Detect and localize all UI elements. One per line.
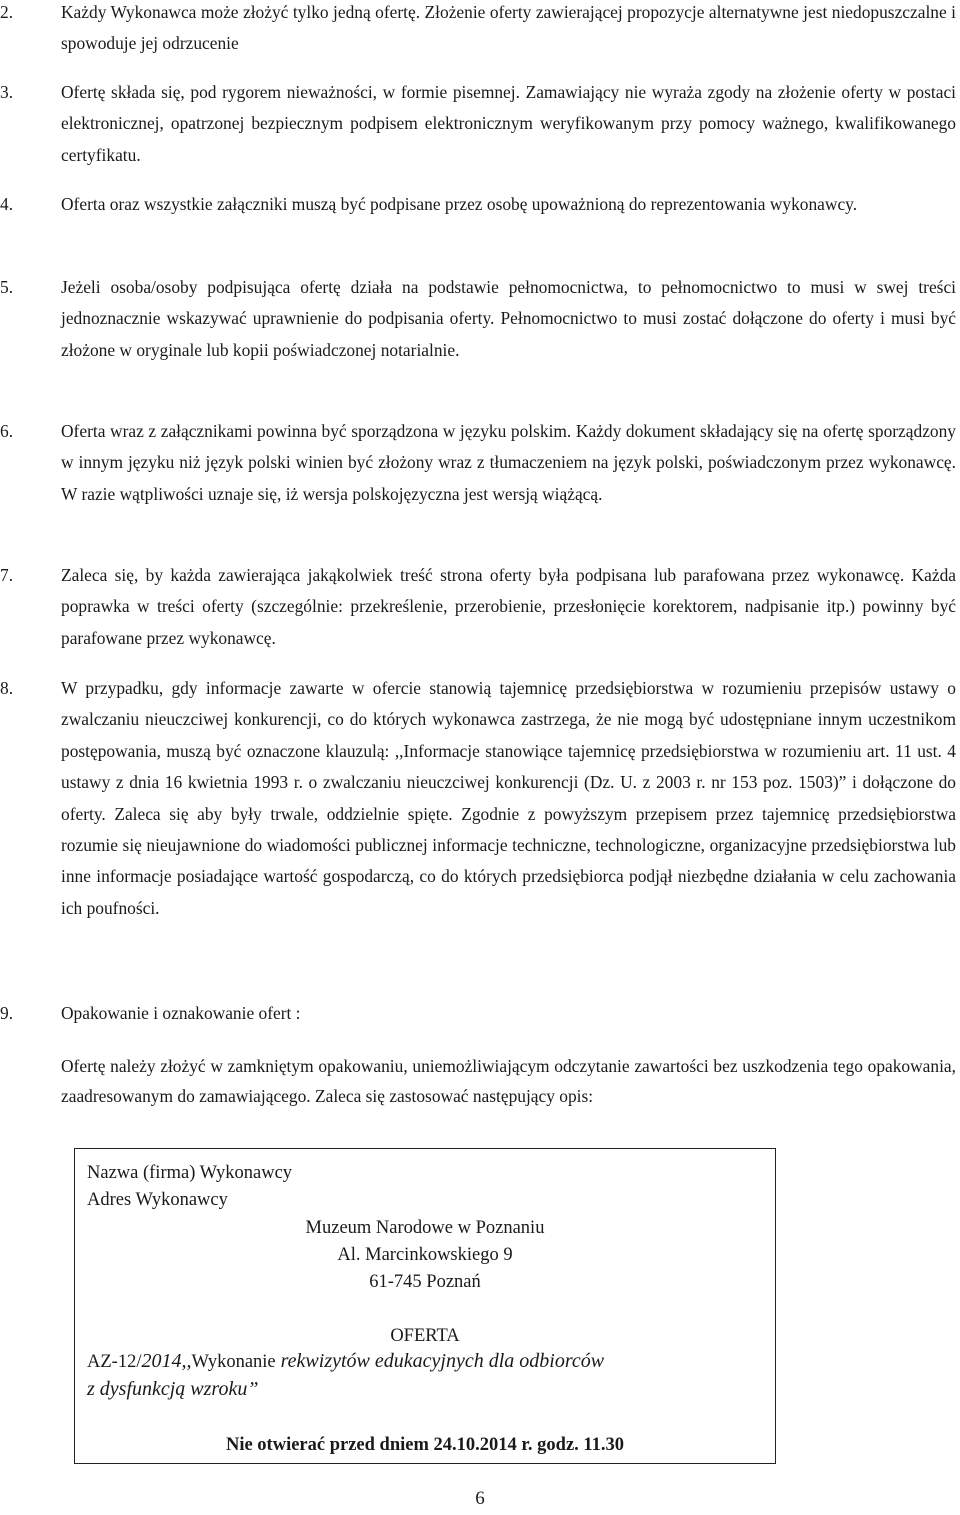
item-text: W przypadku, gdy informacje zawarte w ofercie stanowią tajemnicę przedsiębiorstwa w rozumieniu przepisów ustawy o zwalczaniu nieuczciwej konkurencji, co do których wykonawca zastrzega, że nie mogą być udostępniane innym uczestnikom postępowania, muszą być oznaczone klauzulą: ,,Informacje stanowiące tajemnicę przedsiębiorstwa w rozumieniu art. 11 ust. 4 ustawy z dnia 16 kwietnia 1993 r. o zwalczaniu nieuczciwej konkurencji (Dz. U. z 2003 r. nr 153 poz. 1503)” i dołączone do oferty. Zaleca się aby były trwale, oddzielnie spięte. Zgodnie z powyższym przepisem przez tajemnicę przedsiębiorstwa rozumie się nieujawnione do wiadomości publicznej informacje techniczne, technologiczne, organizacyjne przedsiębiorstwa lub inne informacje posiadające wartość gospodarczą, co do których przedsiębiorca podjął niezbędne działania w celu zachowania ich poufności. <box>61 678 956 918</box>
ref-title-line2: z dysfunkcją wzroku” <box>87 1378 259 1400</box>
item-2 <box>0 0 956 60</box>
offer-label: OFERTA <box>390 1326 460 1346</box>
recipient-city: 61-745 Poznań <box>369 1272 481 1292</box>
ref-quote: ,, <box>181 1350 192 1372</box>
ref-wykonanie: Wykonanie <box>191 1352 276 1372</box>
item-number: 6. <box>0 421 14 441</box>
item-4 <box>0 189 956 220</box>
item-number: 5. <box>0 277 14 297</box>
item-8 <box>0 673 956 924</box>
item-number: 7. <box>0 565 14 585</box>
recipient-name: Muzeum Narodowe w Poznaniu <box>305 1218 545 1238</box>
offer-reference <box>87 1350 604 1373</box>
ref-year: 2014 <box>141 1350 182 1372</box>
item-6 <box>0 416 956 510</box>
item-number: 9. <box>0 1003 14 1023</box>
item-3 <box>0 77 956 171</box>
contractor-address: Adres Wykonawcy <box>87 1190 228 1210</box>
item-text: Oferta oraz wszystkie załączniki muszą być podpisane przez osobę upoważnioną do reprezentowania wykonawcy. <box>61 194 858 214</box>
item-number: 4. <box>0 194 14 214</box>
item-text: Jeżeli osoba/osoby podpisująca ofertę działa na podstawie pełnomocnictwa, to pełnomocnictwo to musi w swej treści jednoznacznie wskazywać uprawnienie do podpisania oferty. Pełnomocnictwo to musi zostać dołączone do oferty i musi być złożone w oryginale lub kopii poświadczonej notarialnie. <box>61 277 956 360</box>
page-number: 6 <box>475 1488 485 1509</box>
ref-title-line1: rekwizytów edukacyjnych dla odbiorców <box>275 1350 605 1372</box>
do-not-open-notice: Nie otwierać przed dniem 24.10.2014 r. godz. 11.30 <box>225 1435 625 1455</box>
envelope-label-box <box>74 1148 776 1464</box>
contractor-name: Nazwa (firma) Wykonawcy <box>87 1163 293 1183</box>
item-number: 8. <box>0 678 14 698</box>
packaging-paragraph: Ofertę należy złożyć w zamkniętym opakowaniu, uniemożliwiającym odczytanie zawartości bez uszkodzenia tego opakowania, zaadresowanym do zamawiającego. Zaleca się zastosować następujący opis: <box>61 1056 956 1106</box>
item-number: 3. <box>0 82 14 102</box>
item-5 <box>0 272 956 366</box>
item-text: Oferta wraz z załącznikami powinna być sporządzona w języku polskim. Każdy dokument składający się na ofertę sporządzony w innym języku niż język polski winien być złożony wraz z tłumaczeniem na język polski, poświadczonym przez wykonawcę. W razie wątpliwości uznaje się, iż wersja polskojęzyczna jest wersją wiążącą. <box>61 421 956 504</box>
item-9 <box>0 998 956 1029</box>
ref-prefix: AZ-12/ <box>87 1352 142 1372</box>
item-text: Każdy Wykonawca może złożyć tylko jedną ofertę. Złożenie oferty zawierającej propozycje alternatywne jest niedopuszczalne i spowoduje jej odrzucenie <box>61 2 956 54</box>
item-text: Zaleca się, by każda zawierająca jakąkolwiek treść strona oferty była podpisana lub parafowana przez wykonawcę. Każda poprawka w treści oferty (szczególnie: przekreślenie, przerobienie, przesłonięcie korektorem, nadpisanie itp.) powinny być parafowane przez wykonawcę. <box>61 565 956 648</box>
item-7 <box>0 560 956 654</box>
item-text: Ofertę składa się, pod rygorem nieważności, w formie pisemnej. Zamawiający nie wyraża zgody na złożenie oferty w postaci elektronicznej, opatrzonej bezpiecznym podpisem elektronicznym weryfikowanym przy pomocy ważnego, kwalifikowanego certyfikatu. <box>61 82 956 165</box>
recipient-street: Al. Marcinkowskiego 9 <box>337 1245 513 1265</box>
item-text: Opakowanie i oznakowanie ofert : <box>61 1003 301 1023</box>
item-number: 2. <box>0 2 14 22</box>
